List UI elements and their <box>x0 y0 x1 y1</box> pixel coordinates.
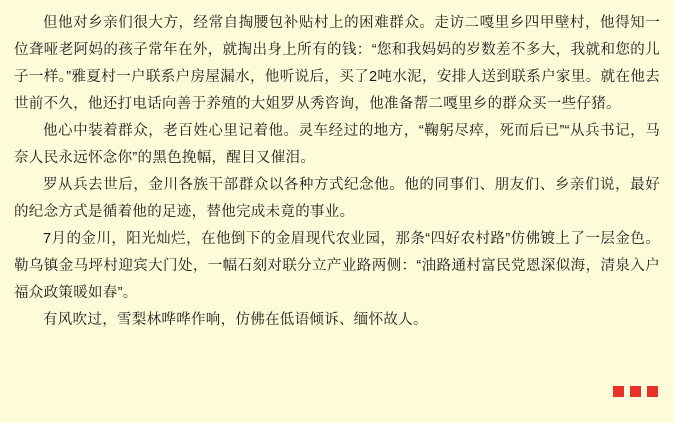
paragraph: 有风吹过，雪梨林哗哗作响，仿佛在低语倾诉、缅怀故人。 <box>43 312 428 328</box>
article-body <box>14 10 660 334</box>
paragraph: 他心中装着群众，老百姓心里记着他。灵车经过的地方，“鞠躬尽瘁，死而后已”“从兵书记，马奈人民永远怀念你”的黑色挽幅，醒目又催泪。 <box>14 123 660 166</box>
paragraph: 但他对乡亲们很大方，经常自掏腰包补贴村上的困难群众。走访二嘎里乡四甲壁村，他得知一位聋哑老阿妈的孩子常年在外，就掏出身上所有的钱：“您和我妈妈的岁数差不多大，我就和您的儿子一样。”雅夏村一户联系户房屋漏水，他听说后，买了2吨水泥，安排人送到联系户家里。就在他去世前不久，他还打电话向善于养殖的大姐罗从秀咨询，他准备帮二嘎里乡的群众买一些仔猪。 <box>14 15 660 112</box>
paragraph: 罗从兵去世后，金川各族干部群众以各种方式纪念他。他的同事们、朋友们、乡亲们说，最好的纪念方式是循着他的足迹，替他完成未竟的事业。 <box>14 177 660 220</box>
red-square-icon <box>613 386 624 397</box>
red-square-icon <box>647 386 658 397</box>
red-squares-decoration <box>613 386 658 397</box>
paragraph: 7月的金川，阳光灿烂，在他倒下的金眉现代农业园，那条“四好农村路”仿佛镀上了一层金色。勒乌镇金马坪村迎宾大门处，一幅石刻对联分立产业路两侧：“油路通村富民党恩深似海，清泉入户福众政策暖如春”。 <box>14 231 660 301</box>
red-square-icon <box>630 386 641 397</box>
